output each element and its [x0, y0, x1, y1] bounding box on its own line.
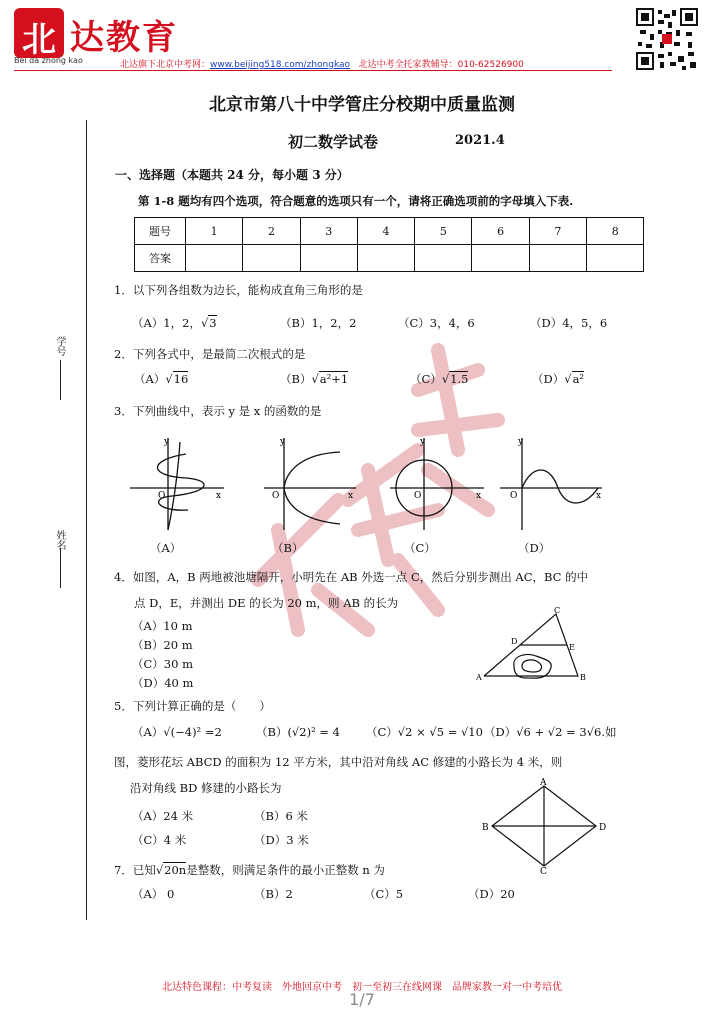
question-7-stem: 7．已知√20n是整数，则满足条件的最小正整数 n 为 [114, 863, 385, 877]
x-axis-label: x [348, 491, 354, 501]
table-cell: 8 [587, 218, 644, 245]
instructions: 第 1-8 题均有四个选项，符合题意的选项只有一个，请将正确选项前的字母填入下表. [138, 194, 574, 208]
question-1-option-c: （C）3，4，6 [398, 316, 475, 330]
logo-char: 北 [22, 20, 56, 60]
question-1-option-a: （A）1，2，√3 [132, 316, 217, 330]
question-3-stem: 3．下列曲线中，表示 y 是 x 的函数的是 [114, 404, 322, 418]
question-4-option-a: （A）10 m [132, 619, 193, 633]
question-2-option-c: （C）√1.5 [410, 372, 469, 386]
header-divider [14, 70, 612, 71]
point-a-label: A [476, 673, 482, 682]
question-6-stem-line1: 图，菱形花坛 ABCD 的面积为 12 平方米，其中沿对角线 AC 修建的小路长为 4 米，则 [114, 755, 563, 769]
question-4-stem-line1: 4．如图，A，B 两地被池塘隔开，小明先在 AB 外选一点 C，然后分别步测出 AC，BC 的中 [114, 570, 589, 584]
header-contact [120, 57, 524, 70]
radicand: 3 [209, 316, 217, 330]
table-header-cell: 题号 [135, 218, 186, 245]
question-4-option-c: （C）30 m [132, 657, 193, 671]
x-axis-label: x [476, 491, 482, 501]
exam-title: 北京市第八十中学管庄分校期中质量监测 [209, 95, 515, 115]
question-3-option-a: （A） [150, 541, 182, 555]
answer-cell[interactable] [472, 245, 529, 272]
question-3-option-d: （D） [518, 541, 551, 555]
answer-cell[interactable] [529, 245, 586, 272]
table-cell: 3 [300, 218, 357, 245]
header-prefix: 北达旗下北京中考网： [120, 60, 211, 70]
graph-c [388, 432, 488, 532]
question-1-option-d: （D）4，5，6 [530, 316, 608, 330]
question-7-option-d: （D）20 [468, 887, 515, 901]
point-b-label: B [580, 673, 586, 682]
question-3-option-c: （C） [404, 541, 436, 555]
question-2-option-b: （B）√a²+1 [280, 372, 349, 386]
brand-name: 达教育 [70, 18, 178, 58]
header-suffix: 北达中考全托家教辅导：010-62526900 [358, 60, 524, 70]
name-label: 姓名 [54, 530, 65, 550]
question-1-stem: 1．以下列各组数为边长，能构成直角三角形的是 [114, 283, 363, 297]
radicand: 1.5 [450, 372, 469, 386]
table-cell: 2 [243, 218, 300, 245]
graph-d [498, 432, 608, 532]
table-row [135, 245, 644, 272]
answer-cell[interactable] [300, 245, 357, 272]
origin-label: O [158, 491, 166, 501]
table-cell: 7 [529, 218, 586, 245]
x-axis-label: x [216, 491, 222, 501]
vertex-b-label: B [482, 823, 489, 833]
question-2-option-d: （D）√a² [532, 372, 585, 386]
question-7-option-c: （C）5 [364, 887, 404, 901]
logo [14, 8, 64, 58]
point-d-label: D [511, 637, 518, 646]
option-text: （C） [410, 372, 442, 386]
table-cell: 1 [186, 218, 243, 245]
binding-line [86, 120, 87, 920]
stem-text: 7．已知 [114, 863, 156, 877]
question-6-option-a: （A）24 米 [132, 809, 194, 823]
point-e-label: E [569, 643, 575, 652]
x-axis-label: x [596, 491, 602, 501]
header-url-link[interactable]: www.beijing518.com/zhongkao [210, 60, 351, 70]
answer-table [134, 217, 644, 272]
answer-cell[interactable] [357, 245, 414, 272]
question-6-option-b: （B）6 米 [254, 809, 308, 823]
question-3-option-b: （B） [272, 541, 304, 555]
graph-a [128, 432, 228, 532]
student-id-label: 学号 [54, 336, 65, 356]
exam-date: 2021.4 [455, 133, 505, 148]
student-id-blank [60, 360, 62, 400]
exam-subtitle: 初二数学试卷 [288, 133, 379, 151]
origin-label: O [510, 491, 518, 501]
rhombus-figure [480, 778, 610, 874]
table-cell: 4 [357, 218, 414, 245]
question-4-option-b: （B）20 m [132, 638, 193, 652]
question-2-stem: 2．下列各式中，是最简二次根式的是 [114, 347, 306, 361]
question-5-option-c: （C）√2 × √5 = √10 [366, 725, 483, 739]
question-7-option-a: （A） 0 [132, 887, 175, 901]
table-row [135, 218, 644, 245]
footer-text: 北达特色课程：中考复读 外地回京中考 初一至初三在线网课 品牌家教一对一中考培优 [162, 982, 562, 993]
option-text: （B） [280, 372, 312, 386]
y-axis-label: y [518, 437, 524, 447]
name-blank [60, 548, 62, 588]
question-5-option-a: （A）√(−4)² =2 [132, 725, 222, 739]
radicand: a²+1 [319, 372, 349, 386]
table-cell: 6 [472, 218, 529, 245]
radicand: a² [572, 372, 585, 386]
origin-label: O [414, 491, 422, 501]
option-text: （A） [134, 372, 166, 386]
question-5-option-d: （D）√6 + √2 = 3√6.如 [484, 725, 617, 739]
option-text: （D） [532, 372, 565, 386]
table-header-cell: 答案 [135, 245, 186, 272]
question-4-stem-line2: 点 D，E，并测出 DE 的长为 20 m，则 AB 的长为 [134, 596, 399, 610]
vertex-d-label: D [599, 823, 607, 833]
answer-cell[interactable] [243, 245, 300, 272]
vertex-a-label: A [540, 778, 547, 788]
brand-pinyin: Bei da zhong kao [14, 56, 83, 65]
answer-cell[interactable] [186, 245, 243, 272]
point-c-label: C [554, 606, 561, 615]
question-6-stem-line2: 沿对角线 BD 修建的小路长为 [130, 781, 282, 795]
question-1-option-b: （B）1，2，2 [280, 316, 357, 330]
table-cell: 5 [415, 218, 472, 245]
section-heading: 一、选择题（本题共 24 分，每小题 3 分） [115, 168, 349, 182]
radicand: 20n [164, 863, 187, 877]
question-5-stem: 5．下列计算正确的是（ ） [114, 699, 271, 713]
question-7-option-b: （B）2 [254, 887, 293, 901]
radicand: 16 [173, 372, 189, 386]
pond-triangle-figure [474, 604, 594, 686]
option-text: （A）1，2， [132, 316, 201, 330]
question-6-option-c: （C）4 米 [132, 833, 187, 847]
vertex-c-label: C [540, 867, 547, 874]
question-4-option-d: （D）40 m [132, 676, 194, 690]
qr-code-icon [636, 8, 698, 70]
answer-cell[interactable] [587, 245, 644, 272]
question-5-option-b: （B）(√2)² = 4 [256, 725, 340, 739]
graph-b [260, 432, 360, 532]
question-2-option-a: （A）√16 [134, 372, 189, 386]
stem-text: 是整数，则满足条件的最小正整数 n 为 [186, 863, 385, 877]
y-axis-label: y [420, 437, 426, 447]
origin-label: O [272, 491, 280, 501]
answer-cell[interactable] [415, 245, 472, 272]
y-axis-label: y [164, 437, 170, 447]
page-indicator: 1/7 [349, 990, 375, 1009]
y-axis-label: y [280, 437, 286, 447]
question-6-option-d: （D）3 米 [254, 833, 309, 847]
